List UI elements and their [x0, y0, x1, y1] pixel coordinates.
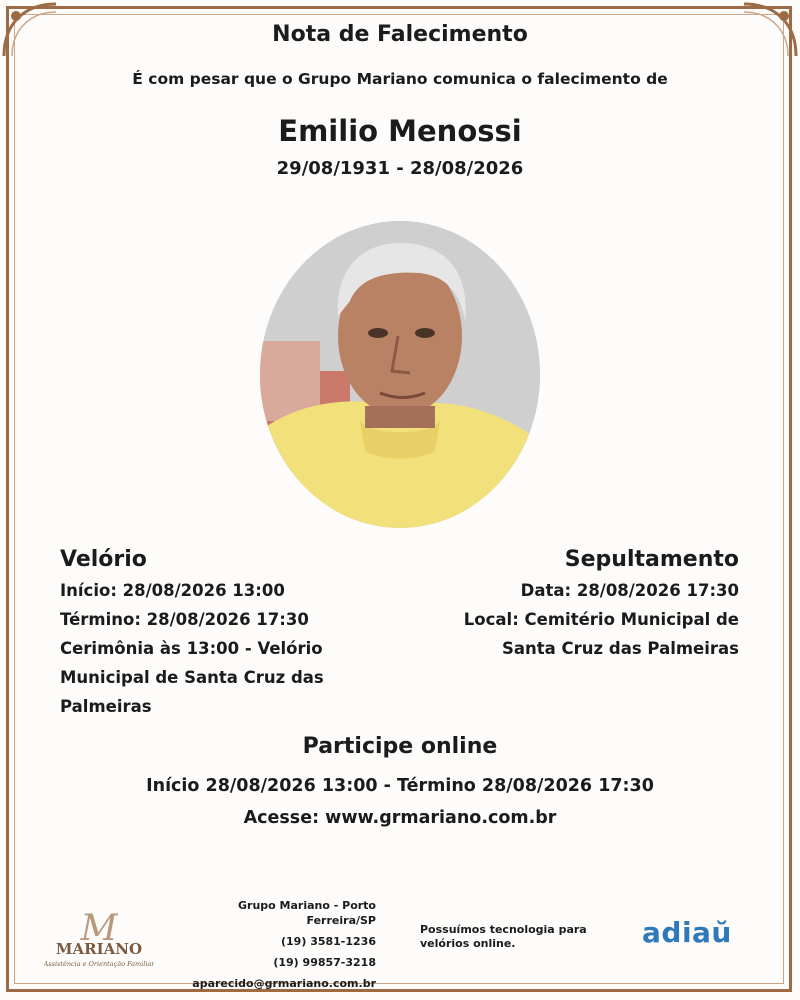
online-heading: Participe online	[302, 734, 498, 759]
svg-text:M: M	[80, 908, 118, 949]
velorio-line: Palmeiras	[60, 697, 152, 716]
logo-tagline: Assistência e Orientação Familiar	[44, 960, 154, 968]
tech-note: Possuímos tecnologia para velórios online.	[420, 923, 587, 950]
sepultamento-line: Local: Cemitério Municipal de	[463, 610, 739, 629]
deceased-name: Emilio Menossi	[278, 114, 522, 148]
company-location: Grupo Mariano - Porto Ferreira/SP	[237, 899, 376, 927]
sepultamento-line: Data: 28/08/2026 17:30	[520, 581, 739, 600]
velorio-line: Término: 28/08/2026 17:30	[60, 610, 309, 629]
announcement-text: É com pesar que o Grupo Mariano comunica o falecimento de	[132, 70, 668, 88]
adiau-logo: adiaŭ	[642, 916, 732, 949]
sepultamento-section	[399, 547, 739, 663]
mariano-logo	[44, 906, 154, 972]
velorio-section	[60, 547, 380, 721]
sepultamento-line: Santa Cruz das Palmeiras	[502, 639, 739, 658]
phone-number[interactable]: (19) 99857-3218	[273, 956, 376, 969]
contact-block	[190, 898, 376, 997]
life-dates: 29/08/1931 - 28/08/2026	[276, 158, 524, 179]
online-access-link[interactable]: Acesse: www.grmariano.com.br	[243, 808, 557, 828]
online-schedule: Início 28/08/2026 13:00 - Término 28/08/2026 17:30	[146, 776, 654, 796]
page-title: Nota de Falecimento	[272, 22, 528, 47]
portrait-photo	[260, 221, 540, 528]
sepultamento-heading: Sepultamento	[564, 547, 739, 572]
velorio-line: Municipal de Santa Cruz das	[60, 668, 324, 687]
email-address[interactable]: aparecido@grmariano.com.br	[192, 977, 376, 990]
velorio-heading: Velório	[60, 547, 147, 572]
phone-number[interactable]: (19) 3581-1236	[281, 935, 376, 948]
velorio-line: Cerimônia às 13:00 - Velório	[60, 639, 323, 658]
portrait-illustration	[260, 221, 540, 528]
logo-wordmark: MARIANO	[55, 940, 143, 958]
velorio-line: Início: 28/08/2026 13:00	[60, 581, 285, 600]
